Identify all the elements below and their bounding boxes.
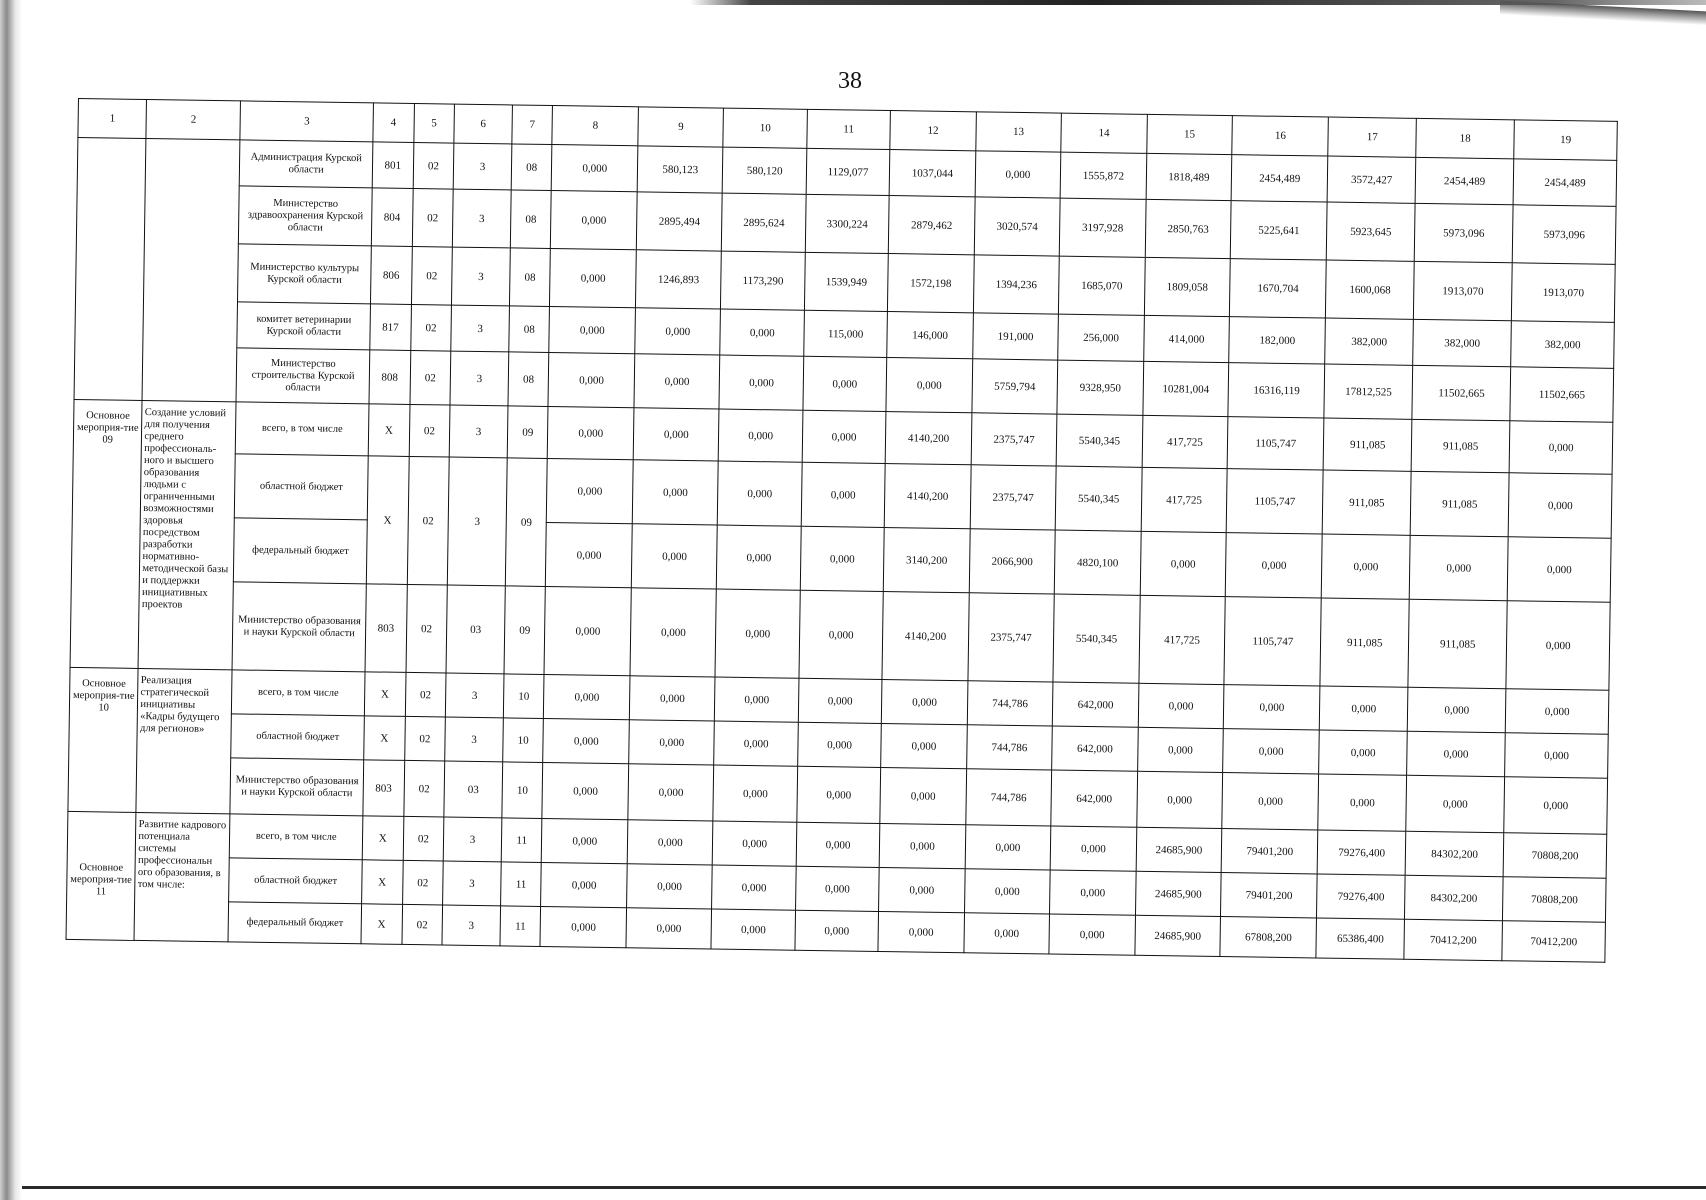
value-cell: 2375,747 — [968, 593, 1055, 682]
code-cell-c6: 3 — [442, 905, 500, 946]
value-cell: 1913,070 — [1413, 261, 1512, 320]
code-cell-c4: Х — [368, 404, 409, 457]
value-cell: 84302,200 — [1404, 875, 1503, 920]
value-cell: 1129,077 — [806, 148, 890, 195]
value-cell: 0,000 — [542, 762, 628, 819]
value-cell: 0,000 — [1506, 601, 1610, 691]
code-cell-c4: 806 — [370, 246, 411, 305]
header-col-17: 17 — [1328, 117, 1416, 157]
value-cell: 0,000 — [543, 718, 629, 763]
executor-cell: Администрация Курской области — [240, 140, 373, 188]
value-cell: 70808,200 — [1503, 833, 1606, 879]
code-cell-c5: 02 — [412, 188, 453, 247]
value-cell: 0,000 — [879, 867, 965, 912]
code-cell-c5: 02 — [405, 672, 446, 717]
value-cell: 0,000 — [552, 145, 638, 192]
code-cell-c7: 10 — [503, 674, 544, 719]
value-cell: 1685,070 — [1059, 256, 1145, 315]
header-col-16: 16 — [1232, 116, 1329, 156]
scan-edge-left — [0, 0, 22, 1200]
value-cell: 182,000 — [1229, 317, 1326, 364]
value-cell: 0,000 — [1506, 689, 1609, 735]
executor-cell: Министерство культуры Курской области — [238, 244, 371, 304]
value-cell: 0,000 — [546, 523, 632, 588]
value-cell: 4140,200 — [885, 412, 971, 465]
code-cell-c5: 02 — [403, 816, 444, 861]
value-cell: 2375,747 — [971, 413, 1057, 466]
value-cell: 84302,200 — [1405, 831, 1504, 876]
value-cell: 0,000 — [801, 462, 885, 527]
value-cell: 11502,665 — [1510, 367, 1613, 423]
header-col-4: 4 — [373, 103, 414, 143]
executor-cell: всего, в том числе — [230, 814, 363, 860]
header-col-14: 14 — [1061, 113, 1147, 153]
scan-edge-bottom — [22, 1186, 1706, 1189]
value-cell: 642,000 — [1052, 682, 1138, 727]
executor-cell: федеральный бюджет — [228, 902, 361, 944]
executor-cell: Министерство образования и науки Курской области — [230, 758, 363, 816]
code-cell-c6: 3 — [453, 189, 512, 248]
value-cell: 5540,345 — [1053, 594, 1140, 683]
value-cell: 0,000 — [634, 354, 720, 409]
value-cell: 0,000 — [720, 309, 804, 356]
measure-cell: Основное мероприя-тие 11 — [66, 811, 136, 940]
code-cell-c5: 02 — [411, 246, 452, 305]
code-cell-c4: Х — [366, 456, 409, 585]
code-cell-c4: Х — [364, 672, 405, 717]
value-cell: 0,000 — [626, 908, 712, 949]
code-cell-c6: 3 — [443, 861, 501, 906]
value-cell: 0,000 — [632, 460, 718, 525]
value-cell: 191,000 — [972, 313, 1058, 360]
code-cell-c7: 11 — [501, 818, 542, 863]
value-cell: 580,120 — [723, 147, 807, 194]
code-cell-c6: 03 — [446, 585, 505, 674]
value-cell: 0,000 — [714, 721, 798, 766]
value-cell: 0,000 — [712, 865, 796, 910]
value-cell: 67808,200 — [1220, 917, 1317, 958]
code-cell-c4: Х — [361, 904, 402, 945]
code-cell-c6: 3 — [443, 817, 501, 862]
value-cell: 0,000 — [1322, 534, 1411, 599]
value-cell: 0,000 — [541, 862, 627, 907]
value-cell: 79401,200 — [1221, 829, 1318, 874]
value-cell: 0,000 — [547, 459, 633, 524]
value-cell: 65386,400 — [1316, 918, 1404, 959]
value-cell: 0,000 — [629, 676, 715, 721]
value-cell: 17812,525 — [1324, 364, 1412, 419]
value-cell: 0,000 — [799, 590, 884, 679]
value-cell: 0,000 — [1049, 914, 1135, 955]
value-cell: 0,000 — [629, 720, 715, 765]
code-cell-c5: 02 — [413, 142, 454, 189]
value-cell: 0,000 — [798, 722, 882, 767]
value-cell: 1105,747 — [1227, 417, 1324, 470]
value-cell: 2454,489 — [1231, 155, 1328, 202]
header-col-5: 5 — [413, 103, 454, 143]
code-cell-c6: 3 — [450, 351, 508, 406]
value-cell: 0,000 — [803, 356, 887, 411]
code-cell-c5: 02 — [407, 456, 450, 585]
value-cell: 0,000 — [627, 820, 713, 865]
value-cell: 911,085 — [1410, 471, 1509, 536]
code-cell-c7: 08 — [510, 190, 551, 249]
code-cell-c4: Х — [362, 860, 403, 905]
budget-table-sheet — [64, 98, 1618, 1079]
value-cell: 11502,665 — [1412, 365, 1511, 420]
value-cell: 0,000 — [796, 822, 880, 867]
value-cell: 0,000 — [1138, 683, 1224, 728]
value-cell: 0,000 — [1319, 730, 1407, 775]
header-col-19: 19 — [1514, 120, 1617, 161]
value-cell: 9328,950 — [1057, 360, 1143, 415]
code-cell-c5: 02 — [410, 350, 451, 405]
code-cell-c6: 3 — [447, 457, 507, 586]
code-cell-c6: 3 — [452, 247, 511, 306]
value-cell: 0,000 — [548, 407, 634, 460]
code-cell-c6: 3 — [453, 143, 511, 190]
value-cell: 0,000 — [628, 764, 714, 821]
value-cell: 3197,928 — [1059, 198, 1145, 257]
value-cell: 0,000 — [1320, 686, 1408, 731]
measure-name-cell: Реализация стратегической инициативы «Кадры будущего для регионов» — [136, 668, 232, 813]
value-cell: 24685,900 — [1135, 871, 1221, 916]
code-cell-c7: 10 — [503, 718, 544, 763]
code-cell-c7: 08 — [511, 144, 552, 191]
value-cell: 744,786 — [966, 725, 1052, 770]
value-cell: 0,000 — [542, 818, 628, 863]
value-cell: 744,786 — [967, 681, 1053, 726]
value-cell: 0,000 — [1505, 733, 1608, 779]
value-cell: 1394,236 — [973, 255, 1059, 314]
code-cell-c5: 02 — [406, 584, 448, 673]
code-cell-c6: 3 — [449, 405, 507, 458]
executor-cell: всего, в том числе — [232, 670, 365, 716]
code-cell-c6: 3 — [445, 717, 503, 762]
value-cell: 2454,489 — [1513, 159, 1616, 207]
value-cell: 0,000 — [1508, 537, 1612, 603]
value-cell: 0,000 — [711, 909, 795, 950]
code-cell-c6: 3 — [451, 305, 509, 352]
value-cell: 0,000 — [1504, 777, 1607, 835]
header-col-13: 13 — [976, 112, 1062, 152]
value-cell: 1246,893 — [635, 250, 721, 309]
value-cell: 70412,200 — [1502, 921, 1605, 963]
value-cell: 911,085 — [1411, 419, 1510, 472]
value-cell: 3572,427 — [1327, 156, 1415, 203]
value-cell: 0,000 — [1407, 687, 1506, 732]
value-cell: 0,000 — [878, 911, 964, 952]
value-cell: 0,000 — [713, 765, 797, 822]
code-cell-c4: 808 — [369, 350, 410, 405]
value-cell: 911,085 — [1320, 598, 1409, 687]
code-cell-c4: 803 — [363, 760, 404, 817]
value-cell: 0,000 — [715, 677, 799, 722]
value-cell: 0,000 — [975, 151, 1061, 198]
value-cell: 1913,070 — [1512, 263, 1616, 323]
value-cell: 2879,462 — [888, 196, 974, 255]
value-cell: 0,000 — [633, 408, 719, 461]
value-cell: 3300,224 — [805, 194, 889, 253]
value-cell: 256,000 — [1058, 314, 1144, 361]
value-cell: 382,000 — [1511, 321, 1614, 369]
value-cell: 4820,100 — [1054, 530, 1140, 595]
value-cell: 911,085 — [1323, 470, 1412, 535]
code-cell-c7: 09 — [507, 406, 548, 459]
code-cell-c7: 08 — [509, 306, 550, 353]
value-cell: 0,000 — [1137, 771, 1223, 828]
value-cell: 0,000 — [631, 524, 717, 589]
code-cell-c6: 3 — [446, 673, 504, 718]
value-cell: 16316,119 — [1228, 363, 1325, 418]
value-cell: 0,000 — [964, 869, 1050, 914]
code-cell-c5: 02 — [404, 716, 445, 761]
code-cell-c5: 02 — [402, 860, 443, 905]
value-cell: 0,000 — [1409, 535, 1508, 600]
code-cell-c7: 11 — [500, 906, 541, 947]
code-cell-c4: 804 — [371, 188, 412, 247]
value-cell: 0,000 — [630, 588, 717, 677]
value-cell: 0,000 — [550, 249, 636, 308]
value-cell: 744,786 — [966, 769, 1052, 826]
code-cell-c7: 09 — [505, 458, 548, 587]
value-cell: 911,085 — [1324, 418, 1412, 471]
value-cell: 0,000 — [1509, 421, 1612, 475]
value-cell: 0,000 — [719, 409, 803, 462]
value-cell: 3020,574 — [974, 197, 1060, 256]
value-cell: 0,000 — [1140, 531, 1226, 596]
value-cell: 2895,494 — [636, 192, 722, 251]
value-cell: 0,000 — [544, 674, 630, 719]
value-cell: 5225,641 — [1230, 201, 1327, 260]
value-cell: 0,000 — [800, 526, 884, 591]
code-cell-c5: 02 — [410, 304, 451, 351]
value-cell: 0,000 — [1225, 533, 1322, 598]
measure-name-cell — [142, 139, 240, 402]
measure-name-cell: Развитие кадрового потенциала системы профессиональн ого образования, в том числе: — [134, 812, 230, 941]
value-cell: 2066,900 — [969, 529, 1055, 594]
value-cell: 0,000 — [795, 910, 879, 951]
value-cell: 414,000 — [1143, 315, 1229, 362]
value-cell: 382,000 — [1413, 319, 1512, 366]
value-cell: 1539,949 — [804, 252, 888, 311]
value-cell: 70412,200 — [1404, 919, 1503, 960]
value-cell: 0,000 — [798, 678, 882, 723]
value-cell: 115,000 — [804, 310, 888, 357]
code-cell-c4: Х — [364, 716, 405, 761]
value-cell: 0,000 — [880, 767, 966, 824]
value-cell: 0,000 — [544, 586, 631, 675]
value-cell: 2454,489 — [1415, 157, 1514, 204]
value-cell: 5540,345 — [1055, 466, 1141, 531]
code-cell-c6: 03 — [444, 761, 503, 818]
value-cell: 79276,400 — [1317, 874, 1405, 919]
value-cell: 2850,763 — [1145, 199, 1231, 258]
value-cell: 1818,489 — [1146, 153, 1232, 200]
value-cell: 0,000 — [964, 913, 1050, 954]
value-cell: 0,000 — [1407, 731, 1506, 776]
measure-cell: Основное мероприя-тие 09 — [70, 399, 142, 668]
value-cell: 0,000 — [715, 589, 800, 678]
header-col-10: 10 — [723, 108, 807, 148]
header-col-15: 15 — [1146, 114, 1232, 154]
executor-cell: областной бюджет — [229, 858, 362, 904]
value-cell: 642,000 — [1051, 770, 1137, 827]
value-cell: 0,000 — [548, 353, 634, 408]
executor-cell: Министерство образования и науки Курской области — [232, 582, 366, 672]
value-cell: 4140,200 — [882, 592, 969, 681]
value-cell: 5759,794 — [972, 359, 1058, 414]
value-cell: 382,000 — [1325, 318, 1413, 365]
value-cell: 0,000 — [1050, 870, 1136, 915]
header-col-11: 11 — [807, 109, 891, 149]
value-cell: 1037,044 — [889, 150, 975, 197]
value-cell: 0,000 — [881, 723, 967, 768]
code-cell-c4: 817 — [370, 304, 411, 351]
executor-cell: областной бюджет — [231, 714, 364, 760]
value-cell: 0,000 — [879, 823, 965, 868]
value-cell: 79401,200 — [1221, 873, 1318, 918]
header-col-9: 9 — [638, 107, 724, 147]
value-cell: 580,123 — [637, 146, 723, 193]
code-cell-c5: 02 — [409, 404, 450, 457]
value-cell: 146,000 — [887, 312, 973, 359]
code-cell-c7: 11 — [500, 862, 541, 907]
value-cell: 0,000 — [549, 307, 635, 354]
value-cell: 417,725 — [1141, 467, 1227, 532]
code-cell-c4: 801 — [372, 142, 413, 189]
value-cell: 0,000 — [1050, 826, 1136, 871]
value-cell: 0,000 — [882, 679, 968, 724]
value-cell: 0,000 — [1508, 473, 1612, 539]
value-cell: 0,000 — [551, 191, 637, 250]
code-cell-c4: Х — [362, 816, 403, 861]
value-cell: 3140,200 — [883, 528, 969, 593]
executor-cell: комитет ветеринарии Курской области — [237, 302, 370, 350]
executor-cell: областной бюджет — [235, 454, 368, 520]
value-cell: 1600,068 — [1326, 260, 1414, 319]
value-cell: 1572,198 — [888, 254, 974, 313]
header-col-3: 3 — [240, 101, 373, 142]
value-cell: 5973,096 — [1414, 203, 1513, 262]
header-col-1: 1 — [78, 99, 147, 139]
value-cell: 10281,004 — [1143, 361, 1229, 416]
value-cell: 0,000 — [797, 766, 881, 823]
value-cell: 0,000 — [1223, 729, 1320, 774]
value-cell: 79276,400 — [1318, 830, 1406, 875]
value-cell: 5540,345 — [1056, 414, 1142, 467]
value-cell: 0,000 — [802, 410, 886, 463]
value-cell: 1809,058 — [1144, 257, 1230, 316]
value-cell: 0,000 — [1222, 773, 1319, 830]
value-cell: 2375,747 — [970, 465, 1056, 530]
value-cell: 5973,096 — [1513, 205, 1617, 265]
budget-table — [66, 98, 1618, 963]
value-cell: 4140,200 — [884, 464, 970, 529]
value-cell: 1173,290 — [721, 251, 805, 310]
value-cell: 5923,645 — [1327, 202, 1415, 261]
executor-cell: федеральный бюджет — [234, 518, 367, 584]
value-cell: 0,000 — [965, 825, 1051, 870]
code-cell-c7: 10 — [502, 762, 543, 819]
value-cell: 24685,900 — [1135, 915, 1221, 956]
value-cell: 417,725 — [1142, 415, 1228, 468]
measure-cell: Основное мероприя-тие 10 — [68, 667, 139, 812]
value-cell: 0,000 — [1318, 774, 1406, 831]
value-cell: 0,000 — [1137, 727, 1223, 772]
header-col-6: 6 — [454, 104, 512, 144]
header-col-7: 7 — [512, 105, 553, 145]
header-col-12: 12 — [890, 111, 976, 151]
value-cell: 1555,872 — [1060, 152, 1146, 199]
value-cell: 24685,900 — [1136, 827, 1222, 872]
code-cell-c7: 08 — [508, 352, 549, 407]
header-col-2: 2 — [146, 100, 241, 140]
executor-cell: Министерство строительства Курской области — [236, 348, 369, 404]
measure-cell — [74, 138, 146, 401]
value-cell: 1105,747 — [1224, 597, 1321, 686]
value-cell: 417,725 — [1139, 595, 1226, 684]
measure-name-cell: Создание условий для получения среднего профессиональ-ного и высшего образования людьми с ограниченными возможностями здоровья посредством разработки нормативно-методической базы и поддержки инициативных проектов — [138, 400, 236, 669]
value-cell: 0,000 — [635, 308, 721, 355]
value-cell: 1105,747 — [1226, 469, 1323, 534]
value-cell: 0,000 — [795, 866, 879, 911]
code-cell-c7: 08 — [509, 248, 550, 307]
code-cell-c5: 02 — [402, 904, 443, 945]
value-cell: 2895,624 — [722, 193, 806, 252]
value-cell: 70808,200 — [1503, 877, 1606, 923]
value-cell: 911,085 — [1408, 599, 1508, 688]
value-cell: 0,000 — [886, 358, 972, 413]
page-number: 38 — [838, 68, 862, 94]
value-cell: 1670,704 — [1230, 259, 1327, 318]
table-body — [66, 99, 1617, 963]
header-col-8: 8 — [552, 106, 638, 146]
value-cell: 0,000 — [719, 355, 803, 410]
value-cell: 0,000 — [713, 821, 797, 866]
value-cell: 0,000 — [717, 525, 801, 590]
code-cell-c5: 02 — [403, 760, 444, 817]
value-cell: 0,000 — [627, 864, 713, 909]
value-cell: 0,000 — [1223, 685, 1320, 730]
code-cell-c7: 09 — [504, 586, 546, 675]
executor-cell: всего, в том числе — [236, 402, 369, 456]
value-cell: 642,000 — [1052, 726, 1138, 771]
value-cell: 0,000 — [1406, 775, 1505, 832]
header-col-18: 18 — [1416, 118, 1515, 158]
value-cell: 0,000 — [540, 906, 626, 947]
code-cell-c4: 803 — [365, 584, 407, 673]
value-cell: 0,000 — [718, 461, 802, 526]
executor-cell: Министерство здравоохранения Курской области — [239, 186, 372, 246]
